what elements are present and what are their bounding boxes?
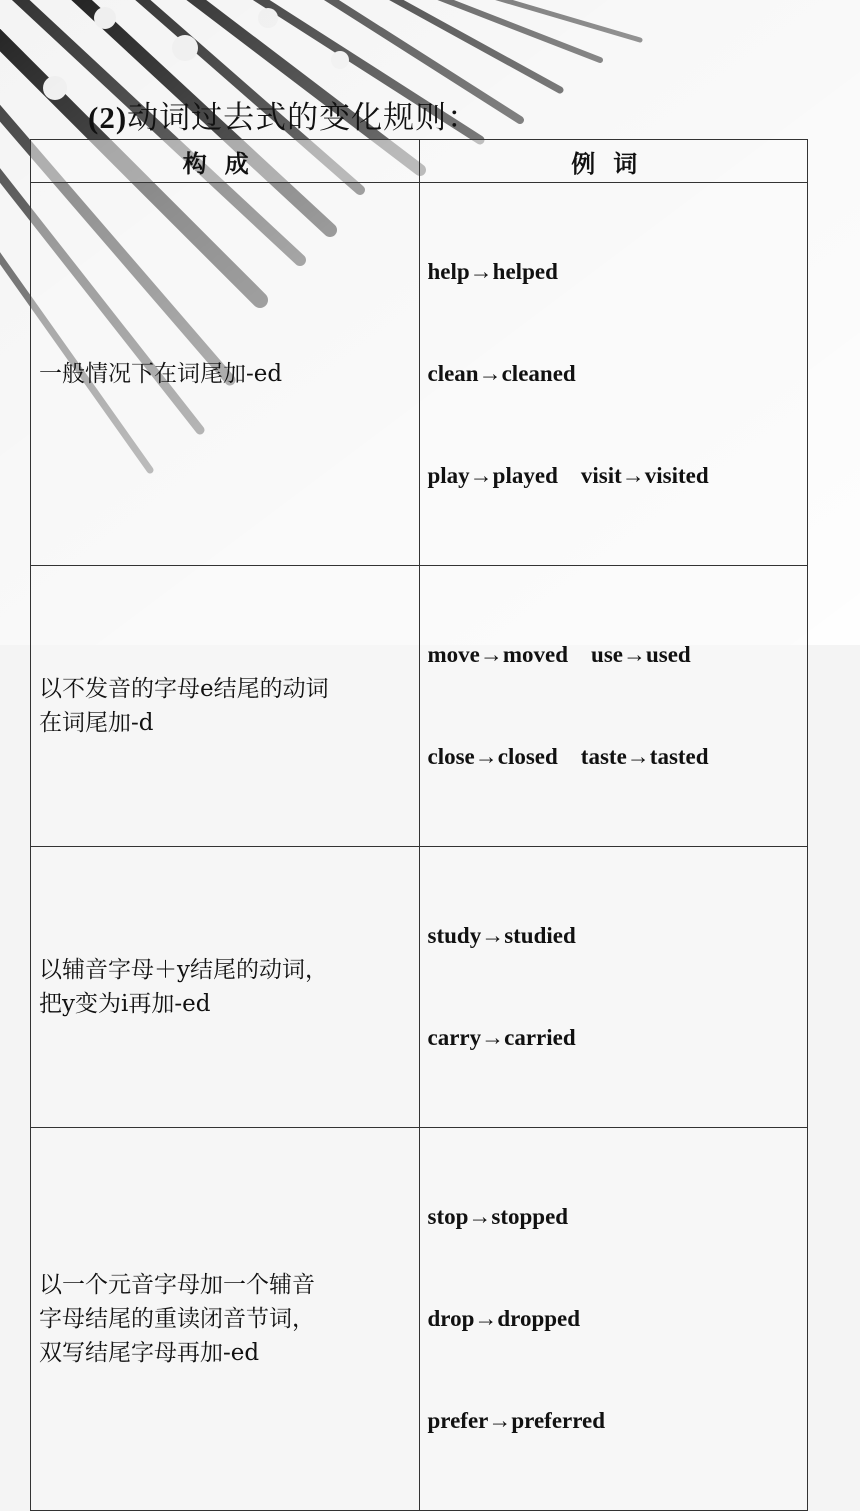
rule-text: 字母结尾的重读闭音节词， <box>39 1306 315 1332</box>
rules-table <box>30 139 808 1511</box>
example-text: close→closed taste→tasted <box>427 744 709 769</box>
rule-text: 双写结尾字母再加-ed <box>39 1340 260 1366</box>
rule-text: 一般情况下在词尾加-ed <box>39 361 283 387</box>
rule-cell <box>31 183 420 566</box>
example-text: move→moved use→used <box>427 642 691 667</box>
example-text: drop→dropped <box>427 1306 581 1331</box>
example-text: help→helped <box>427 259 558 284</box>
table-row <box>31 566 808 847</box>
example-text: study→studied <box>427 923 576 948</box>
table-row <box>31 847 808 1128</box>
table-header-row <box>31 140 808 183</box>
example-text: stop→stopped <box>427 1204 569 1229</box>
rule-text: 以一个元音字母加一个辅音 <box>39 1272 315 1298</box>
rule-text: 把y变为i再加-ed <box>39 991 211 1017</box>
table-row <box>31 183 808 566</box>
rule-cell <box>31 1128 420 1511</box>
rule-text: 以不发音的字母e结尾的动词 <box>39 676 329 702</box>
example-text: prefer→preferred <box>427 1408 606 1433</box>
column-header-examples: 例词 <box>419 140 808 183</box>
examples-cell <box>419 183 808 566</box>
example-text: play→played visit→visited <box>427 463 709 488</box>
example-text: carry→carried <box>427 1025 576 1050</box>
examples-cell <box>419 566 808 847</box>
rule-text: 以辅音字母＋y结尾的动词， <box>39 957 328 983</box>
rule-cell <box>31 847 420 1128</box>
examples-cell <box>419 847 808 1128</box>
rule-cell <box>31 566 420 847</box>
example-text: clean→cleaned <box>427 361 576 386</box>
rule-text: 在词尾加-d <box>39 710 154 736</box>
page-title: (2)动词过去式的变化规则： <box>88 100 480 136</box>
examples-cell <box>419 1128 808 1511</box>
column-header-formation: 构成 <box>31 140 420 183</box>
table-row <box>31 1128 808 1511</box>
